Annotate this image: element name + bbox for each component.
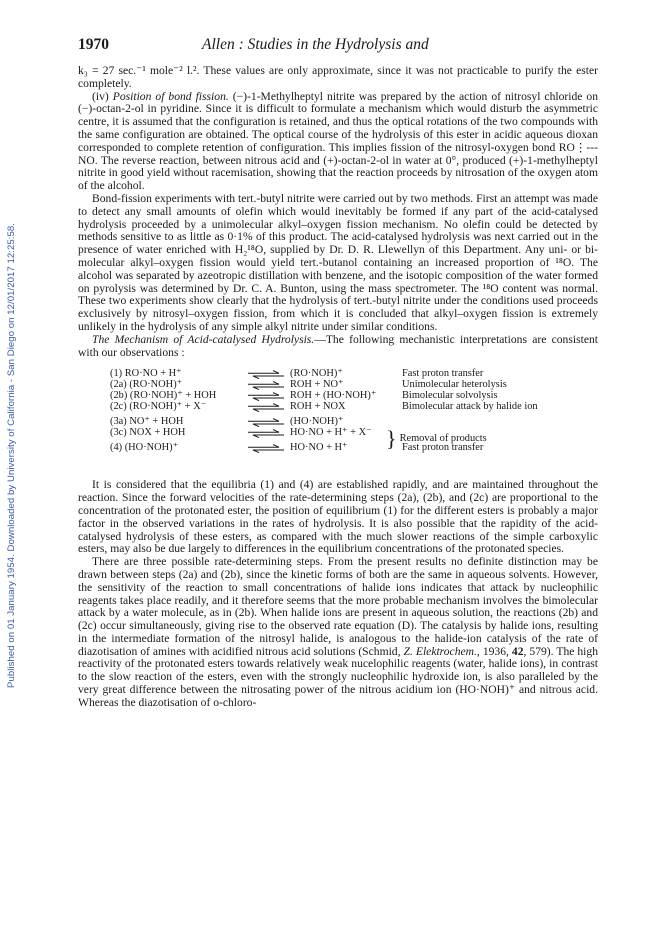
- reaction-row: [110, 428, 580, 439]
- reaction-row: [110, 402, 580, 413]
- equilibrium-arrow-icon: [246, 370, 286, 379]
- right-brace-icon: }: [386, 426, 397, 452]
- download-watermark-text: Published on 01 January 1954. Downloaded by University of California - San Diego on 12/01/2017 12:25:58.: [5, 222, 17, 688]
- step-description: Fast proton transfer: [402, 442, 484, 454]
- reaction-scheme: [110, 369, 598, 469]
- paragraph-equilibria: It is considered that the equilibria (1) and (4) are established rapidly, and are maintained throughout the reaction. Since the forward velocities of the rate-determining steps (2a), (2b), and (2c) are proportional to the concentration of the protonated ester, the position of equilibrium (1) for the different esters is probably a major factor in the observed variations in the rates of hydrolysis. It is also possible that the rapidity of the acid-catalysed hydrolysis of these esters, as compared with the much slower reactions of the simple carboxylic esters, may also be due largely to differences in the equilibrium concentrations of the protonated species.: [78, 478, 598, 556]
- download-watermark: [0, 125, 24, 785]
- paragraph-rate-determining-steps: [78, 556, 598, 710]
- article-body: [78, 65, 598, 710]
- paragraph-text: There are three possible rate-determining steps. From the present results no definite distinction may be drawn between steps (2a) and (2b), since the kinetic forms of both are the same in aqueous solvents. However, the sensitivity of the reaction to small concentrations of halide ions indicates that attack by nucleophilic reagents takes place readily, and it therefore seems that the more probable mechanism involves the bimolecular attack by a water molecule, as in (2b). When halide ions are present in aqueous solution, the reactions (2b) and (2c) occur simultaneously, giving rise to the observed rate equation (D). The catalysis by halide ions, resulting in the intermediate formation of the nitrosyl halide, is analogous to the halide-ion catalysis of the rate of diazotisation of amines with acidified nitrous acid solutions (Schmid,: [78, 555, 598, 658]
- reactants: (3c) NOX + HOH: [110, 427, 186, 439]
- reactants: (2a) (RO·NOH)⁺: [110, 379, 183, 391]
- reactants: (1) RO·NO + H⁺: [110, 368, 182, 380]
- journal-name: Z. Elektrochem.: [403, 644, 477, 658]
- reactants: (2b) (RO·NOH)⁺ + HOH: [110, 390, 217, 402]
- paragraph-bond-fission-position: [78, 91, 598, 193]
- equilibrium-arrow-icon: [246, 418, 286, 427]
- products: (HO·NOH)⁺: [290, 416, 344, 428]
- running-title: Allen : Studies in the Hydrolysis and: [202, 36, 429, 53]
- paragraph-rate-constant: k₃ = 27 sec.⁻¹ mole⁻² l.². These values are only approximate, since it was not practicable to purify the ester completely.: [78, 64, 598, 90]
- paragraph-text: —The following mechanistic interpretations are consistent with our observations :: [78, 332, 598, 359]
- equilibrium-arrow-icon: [246, 392, 286, 401]
- step-description: Fast proton transfer: [402, 368, 484, 380]
- paragraph-mechanism-intro: [78, 334, 598, 360]
- reactants: (2c) (RO·NOH)⁺ + X⁻: [110, 401, 207, 413]
- reactants: (4) (HO·NOH)⁺: [110, 442, 179, 454]
- page-number: 1970: [78, 36, 109, 53]
- citation-text: , 1936,: [476, 644, 512, 658]
- reactants: (3a) NO⁺ + HOH: [110, 416, 184, 428]
- citation-volume: 42: [511, 644, 524, 658]
- products: (RO·NOH)⁺: [290, 368, 343, 380]
- section-heading: Position of bond fission.: [112, 89, 229, 103]
- step-description: Bimolecular solvolysis: [402, 390, 498, 402]
- equilibrium-arrow-icon: [246, 429, 286, 438]
- section-heading: The Mechanism of Acid-catalysed Hydrolysis.: [92, 332, 315, 346]
- reaction-row: [110, 443, 580, 454]
- paragraph-text: , 579). The high reactivity of the protonated esters towards relatively weak nucelophilic reagents (water, halide ions), in contrast to the slow reaction of the esters, even with the strongly nucleophilic hydroxide ion, is also paralleled by the very great difference between the nitrosating power of the nitrous acidium ion (HO·NOH)⁺ and nitrous acid. Whereas the diazotisation of o-chloro-: [78, 644, 598, 709]
- equilibrium-arrow-icon: [246, 403, 286, 412]
- step-description: Bimolecular attack by halide ion: [402, 401, 538, 413]
- step-description: Unimolecular heterolysis: [402, 379, 507, 391]
- products: ROH + NOX: [290, 401, 346, 413]
- page-header: [78, 36, 598, 58]
- products: HO·NO + H⁺: [290, 442, 348, 454]
- products: ROH + NO⁺: [290, 379, 344, 391]
- paragraph-bond-fission-experiments: Bond-fission experiments with tert.-butyl nitrite were carried out by two methods. First an attempt was made to detect any small amounts of olefin which would inevitably be formed if any part of the acid-catalysed hydrolysis proceeded by a unimolecular alkyl–oxygen fission mechanism. No olefin could be detected by methods sensitive to as little as 0·1% of this product. The acid-catalysed hydrolysis was next carried out in the presence of water enriched with H₂¹⁸O, supplied by Dr. D. R. Llewellyn of this Department. Any uni- or bi-molecular alkyl–oxygen fission would yield tert.-butanol containing an increased proportion of ¹⁸O. The alcohol was separated by azeotropic distillation with benzene, and the isotopic composition of the water formed on pyrolysis was determined by Dr. C. A. Bunton, using the mass spectrometer. The ¹⁸O content was normal. These two experiments show clearly that the hydrolysis of tert.-butyl nitrite under the conditions used proceeds exclusively by nitrosyl–oxygen fission, from which it is concluded that alkyl–oxygen fission is extremely unlikely in the hydrolysis of any simple alkyl nitrite under similar conditions.: [78, 191, 598, 333]
- products: ROH + (HO·NOH)⁺: [290, 390, 377, 402]
- products: HO·NO + H⁺ + X⁻: [290, 427, 372, 439]
- equilibrium-arrow-icon: [246, 381, 286, 390]
- paragraph-text: (−)-1-Methylheptyl nitrite was prepared by the action of nitrosyl chloride on (−)-octan-2-ol in pyridine. Since it is difficult to formulate a mechanism which would disturb the asymmetric centre, it is assumed that the configuration is retained, and thus the optical rotations of the two compounds with the same configuration are obtained. The optical course of the hydrolysis of this ester in acidic aqueous dioxan corresponded to complete retention of configuration. This implies fission of the nitrosyl-oxygen bond RO⋮---NO. The reverse reaction, between nitrous acid and (+)-octan-2-ol in water at 0°, produced (+)-1-methylheptyl nitrite in good yield without racemisation, showing that the reaction proceeds by nitrosation of the oxygen atom of the alcohol.: [78, 89, 598, 193]
- section-number: (iv): [92, 89, 109, 103]
- equilibrium-arrow-icon: [246, 444, 286, 453]
- brace-label: Removal of products: [399, 433, 487, 445]
